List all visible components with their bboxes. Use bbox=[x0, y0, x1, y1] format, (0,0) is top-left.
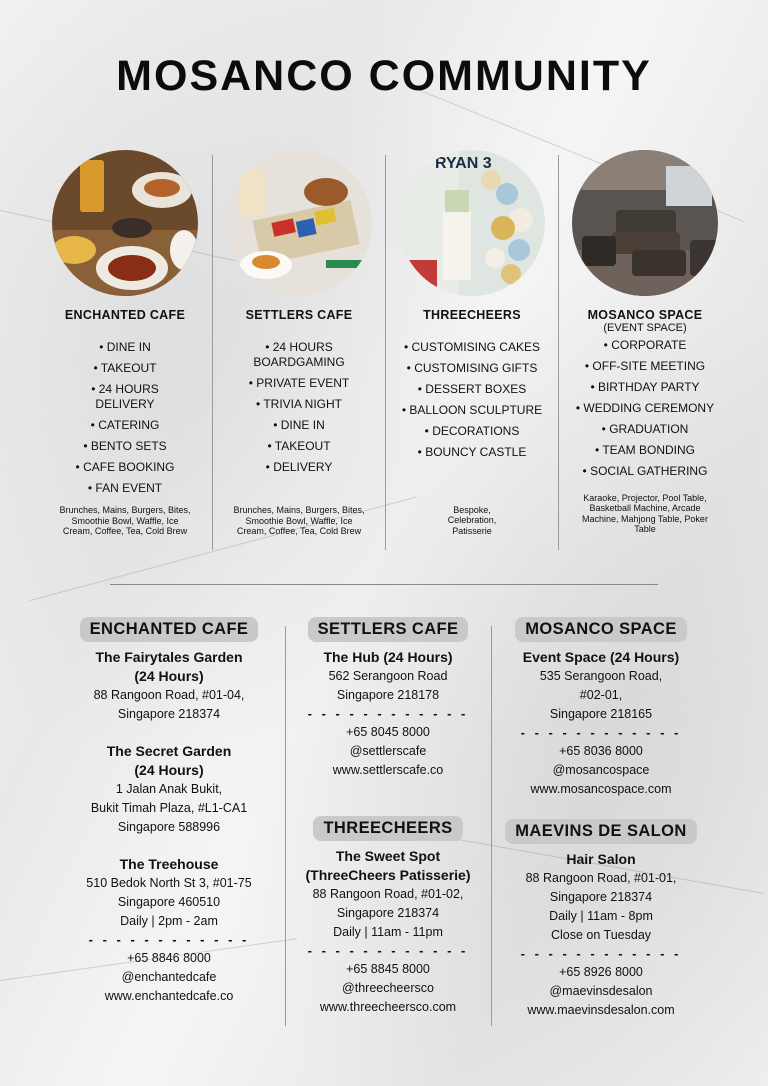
service-item: • FAN EVENT bbox=[87, 480, 163, 495]
photo-banner-text: RYAN 3 bbox=[435, 155, 492, 172]
address-line: #02-01, bbox=[579, 688, 623, 702]
column-name: THREECHEERS bbox=[423, 308, 521, 322]
service-item: • GRADUATION bbox=[601, 422, 689, 436]
section-heading: THREECHEERS bbox=[313, 816, 462, 841]
location-name: The Fairytales Garden (24 Hours) bbox=[95, 649, 243, 684]
maevins-de-salon-contacts bbox=[498, 819, 704, 1020]
phone[interactable]: +65 8845 8000 bbox=[346, 962, 430, 976]
service-item: • DINE IN bbox=[273, 417, 325, 432]
service-item: • BOUNCY CASTLE bbox=[417, 445, 527, 459]
service-item: • SOCIAL GATHERING bbox=[582, 464, 708, 478]
section-heading: SETTLERS CAFE bbox=[308, 617, 469, 642]
location-name: The Secret Garden (24 Hours) bbox=[106, 743, 232, 778]
service-item: • OFF-SITE MEETING bbox=[584, 359, 706, 373]
column-note: Brunches, Mains, Burgers, Bites, Smoothie Bowl, Waffle, Ice Cream, Coffee, Tea, Cold Brew bbox=[233, 505, 365, 536]
closed-note: Close on Tuesday bbox=[550, 928, 652, 942]
social-handle[interactable]: @maevinsdesalon bbox=[549, 984, 653, 998]
dashed-divider: - - - - - - - - - - - - bbox=[520, 725, 682, 740]
dashed-divider: - - - - - - - - - - - - bbox=[520, 946, 682, 961]
service-item: • TAKEOUT bbox=[267, 438, 331, 453]
service-item: • BALLOON SCULPTURE bbox=[401, 403, 543, 417]
service-item: • BIRTHDAY PARTY bbox=[590, 380, 700, 394]
location-name: The Hub (24 Hours) bbox=[323, 649, 453, 665]
phone[interactable]: +65 8045 8000 bbox=[346, 725, 430, 739]
phone[interactable]: +65 8926 8000 bbox=[559, 965, 643, 979]
service-item: • TEAM BONDING bbox=[595, 443, 695, 457]
address-line: 535 Serangoon Road, bbox=[539, 669, 663, 683]
social-handle[interactable]: @threecheersco bbox=[342, 981, 434, 995]
dashed-divider: - - - - - - - - - - - - bbox=[307, 943, 469, 958]
social-handle[interactable]: @settlerscafe bbox=[349, 744, 427, 758]
hours: Daily | 2pm - 2am bbox=[120, 914, 218, 928]
service-item: • CAFE BOOKING bbox=[75, 459, 175, 474]
phone[interactable]: +65 8846 8000 bbox=[127, 951, 211, 965]
address-line: Singapore 460510 bbox=[117, 895, 221, 909]
service-item: • TRIVIA NIGHT bbox=[256, 396, 342, 411]
service-list bbox=[385, 340, 559, 460]
column-name: MOSANCO SPACE bbox=[587, 308, 703, 322]
location-name: Event Space (24 Hours) bbox=[522, 649, 680, 665]
settlers-cafe-contacts bbox=[292, 617, 484, 780]
website-link[interactable]: www.threecheersco.com bbox=[319, 1000, 457, 1014]
service-item: • TAKEOUT bbox=[93, 361, 157, 375]
address-line: 88 Rangoon Road, #01-02, bbox=[312, 887, 464, 901]
location-name: The Sweet Spot (ThreeCheers Patisserie) bbox=[305, 848, 471, 883]
mosanco-space-contacts bbox=[498, 617, 704, 799]
social-handle[interactable]: @mosancospace bbox=[552, 763, 650, 777]
column-name: SETTLERS CAFE bbox=[245, 308, 353, 322]
website-link[interactable]: www.settlerscafe.co bbox=[332, 763, 444, 777]
location-name: The Treehouse bbox=[119, 856, 219, 872]
settlers-cafe-photo bbox=[226, 150, 372, 296]
service-list bbox=[212, 340, 386, 474]
service-item: • CATERING bbox=[90, 417, 160, 432]
column-subtitle: (EVENT SPACE) bbox=[603, 322, 687, 334]
service-list bbox=[38, 340, 212, 495]
address-line: Singapore 218374 bbox=[117, 707, 221, 721]
service-item: • WEDDING CEREMONY bbox=[575, 401, 715, 415]
address-line: 510 Bedok North St 3, #01-75 bbox=[86, 876, 252, 890]
enchanted-cafe-contacts bbox=[66, 617, 272, 1006]
address-line: 88 Rangoon Road, #01-01, bbox=[525, 871, 677, 885]
phone[interactable]: +65 8036 8000 bbox=[559, 744, 643, 758]
column-mosanco-space bbox=[558, 150, 732, 535]
address-line: Bukit Timah Plaza, #L1-CA1 bbox=[90, 801, 248, 815]
hours: Daily | 11am - 8pm bbox=[549, 909, 653, 923]
section-heading: MOSANCO SPACE bbox=[515, 617, 687, 642]
website-link[interactable]: www.maevinsdesalon.com bbox=[527, 1003, 675, 1017]
social-handle[interactable]: @enchantedcafe bbox=[121, 970, 217, 984]
section-heading: MAEVINS DE SALON bbox=[505, 819, 696, 844]
service-item: • DESSERT BOXES bbox=[417, 382, 527, 396]
address-line: Singapore 218178 bbox=[336, 688, 440, 702]
page-title: MOSANCO COMMUNITY bbox=[116, 52, 652, 100]
column-name: ENCHANTED CAFE bbox=[64, 308, 186, 322]
column-settlers-cafe bbox=[212, 150, 386, 537]
service-item: • CORPORATE bbox=[603, 338, 687, 352]
enchanted-cafe-photo bbox=[52, 150, 198, 296]
column-enchanted-cafe bbox=[38, 150, 212, 537]
mosanco-space-photo bbox=[572, 150, 718, 296]
section-heading: ENCHANTED CAFE bbox=[80, 617, 259, 642]
address-line: Singapore 588996 bbox=[117, 820, 221, 834]
service-item: • DELIVERY bbox=[265, 459, 333, 474]
threecheers-contacts bbox=[292, 816, 484, 1017]
address-line: Singapore 218374 bbox=[549, 890, 653, 904]
website-link[interactable]: www.enchantedcafe.co bbox=[104, 989, 234, 1003]
service-item: • CUSTOMISING CAKES bbox=[403, 340, 540, 354]
service-item: • 24 HOURS DELIVERY bbox=[91, 382, 159, 411]
location-name: Hair Salon bbox=[566, 851, 636, 867]
service-item: • CUSTOMISING GIFTS bbox=[406, 361, 538, 375]
hours: Daily | 11am - 11pm bbox=[333, 925, 443, 939]
column-threecheers bbox=[385, 150, 559, 536]
service-item: • DINE IN bbox=[99, 340, 151, 354]
dashed-divider: - - - - - - - - - - - - bbox=[307, 706, 469, 721]
column-note: Brunches, Mains, Burgers, Bites, Smoothie Bowl, Waffle, Ice Cream, Coffee, Tea, Cold Brew bbox=[59, 505, 191, 536]
service-item: • PRIVATE EVENT bbox=[248, 375, 350, 390]
threecheers-photo bbox=[399, 150, 545, 296]
service-item: • 24 HOURS BOARDGAMING bbox=[253, 340, 345, 369]
service-list bbox=[558, 338, 732, 479]
service-item: • DECORATIONS bbox=[424, 424, 520, 438]
address-line: Singapore 218374 bbox=[336, 906, 440, 920]
column-note: Bespoke, Celebration, Patisserie bbox=[447, 504, 497, 536]
website-link[interactable]: www.mosancospace.com bbox=[530, 782, 672, 796]
service-item: • BENTO SETS bbox=[83, 438, 167, 453]
address-line: 562 Serangoon Road bbox=[328, 669, 448, 683]
address-line: 1 Jalan Anak Bukit, bbox=[115, 782, 223, 796]
column-note: Karaoke, Projector, Pool Table, Basketball Machine, Arcade Machine, Mahjong Table, Poker Table bbox=[582, 492, 708, 534]
address-line: 88 Rangoon Road, #01-04, bbox=[93, 688, 245, 702]
address-line: Singapore 218165 bbox=[549, 707, 653, 721]
dashed-divider: - - - - - - - - - - - - bbox=[88, 932, 250, 947]
